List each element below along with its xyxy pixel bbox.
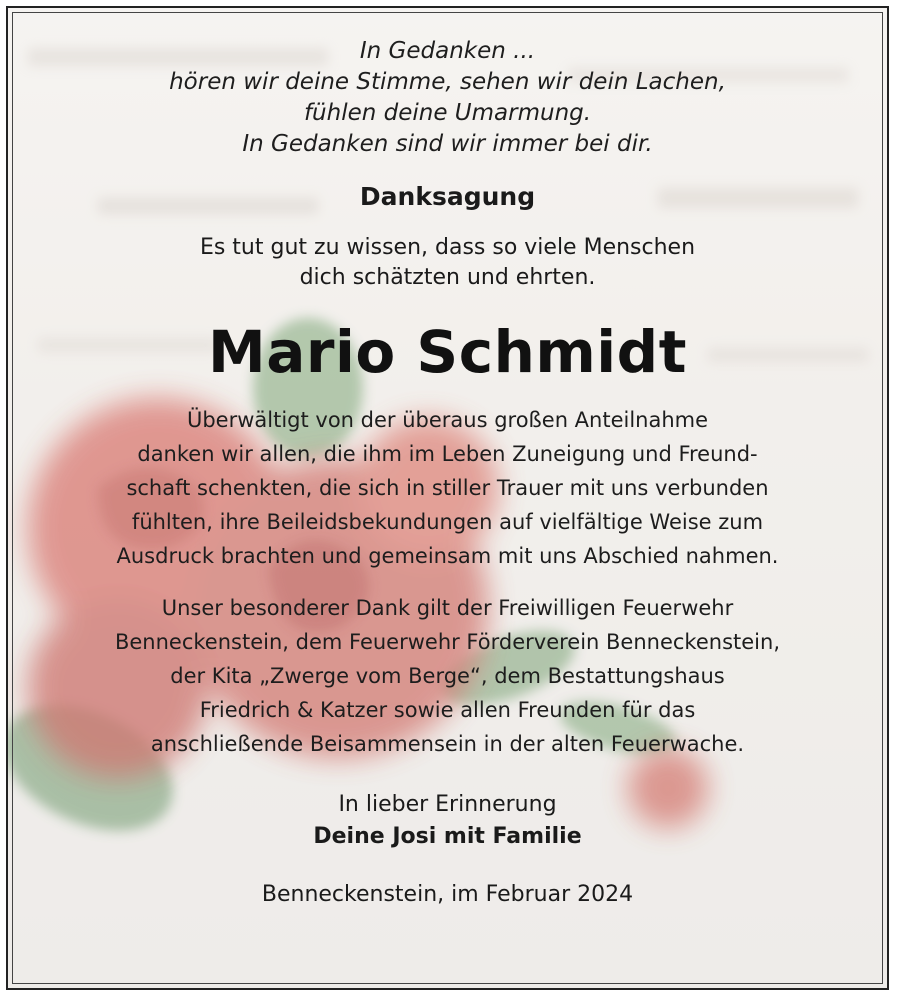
paragraph-line: Benneckenstein, dem Feuerwehr Förderverein Benneckenstein, xyxy=(114,630,780,654)
paragraph-line: schaft schenkten, die sich in stiller Trauer mit uns verbunden xyxy=(126,476,769,500)
closing-line: In lieber Erinnerung xyxy=(338,792,557,817)
thanks-paragraph-2 xyxy=(8,591,887,761)
signature: Deine Josi mit Familie xyxy=(313,824,582,849)
heading: Danksagung xyxy=(359,182,536,211)
thanks-paragraph-1 xyxy=(8,403,887,573)
paragraph-line: Überwältigt von der überaus großen Anteilnahme xyxy=(186,408,709,432)
paragraph-line: Friedrich & Katzer sowie allen Freunden für das xyxy=(199,698,696,722)
notice-frame xyxy=(6,6,889,990)
paragraph-line: fühlten, ihre Beileidsbekundungen auf vielfältige Weise zum xyxy=(131,510,764,534)
closing xyxy=(8,789,887,853)
paragraph-line: danken wir allen, die ihm im Leben Zuneigung und Freund- xyxy=(137,442,758,466)
poem-line: fühlen deine Umarmung. xyxy=(303,100,592,126)
paragraph-line: anschließende Beisammensein in der alten Feuerwache. xyxy=(150,732,745,756)
poem xyxy=(8,36,887,160)
intro-text xyxy=(8,233,887,293)
intro-line: Es tut gut zu wissen, dass so viele Menschen xyxy=(199,235,696,260)
paragraph-line: Unser besonderer Dank gilt der Freiwilligen Feuerwehr xyxy=(161,596,734,620)
paragraph-line: Ausdruck brachten und gemeinsam mit uns Abschied nahmen. xyxy=(116,544,779,568)
notice-content xyxy=(8,8,887,911)
poem-line: hören wir deine Stimme, sehen wir dein Lachen, xyxy=(169,69,726,95)
intro-line: dich schätzten und ehrten. xyxy=(299,265,596,290)
deceased-name: Mario Schmidt xyxy=(208,318,687,386)
place-date: Benneckenstein, im Februar 2024 xyxy=(261,882,634,907)
poem-line: In Gedanken ... xyxy=(359,38,536,64)
paragraph-line: der Kita „Zwerge vom Berge“, dem Bestattungshaus xyxy=(170,664,725,688)
poem-line: In Gedanken sind wir immer bei dir. xyxy=(242,131,653,157)
